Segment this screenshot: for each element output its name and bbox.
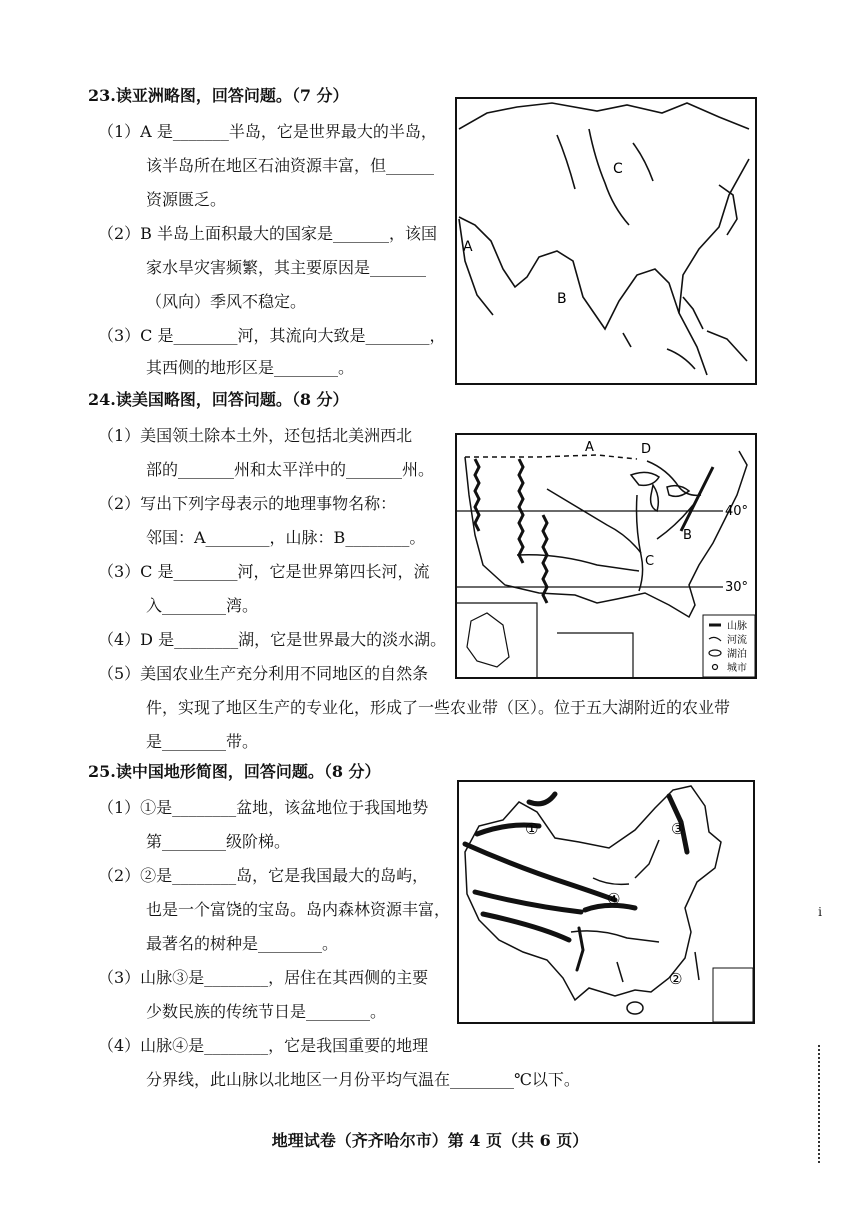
usa-map-drawing [457,435,755,677]
q24-line-7: （4）D 是________湖，它是世界最大的淡水湖。 [98,630,447,649]
china-label-3: ③ [671,820,685,838]
asia-map [455,97,757,385]
q24-title: 24.读美国略图，回答问题。（8 分） [88,390,349,409]
q25-line-9: 分界线，此山脉以北地区一月份平均气温在________℃以下。 [146,1070,580,1089]
china-label-2: ② [669,970,683,988]
usa-map [455,433,757,679]
q25-line-6: （3）山脉③是________，居住在其西侧的主要 [98,968,429,987]
q23-line-2: 该半岛所在地区石油资源丰富，但______ [146,156,435,175]
q23-line-8: 其西侧的地形区是________。 [146,358,355,377]
q23-line-3: 资源匮乏。 [146,190,227,209]
usa-label-a: A [585,440,594,455]
q25-line-8: （4）山脉④是________，它是我国重要的地理 [98,1036,429,1055]
asia-label-c: C [613,161,623,177]
q24-line-8: （5）美国农业生产充分利用不同地区的自然条 [98,664,429,683]
q23-line-5: 家水旱灾害频繁，其主要原因是_______ [146,258,427,277]
q25-line-3: （2）②是________岛，它是我国最大的岛屿， [98,866,429,885]
q24-line-3: （2）写出下列字母表示的地理事物名称： [98,494,397,513]
china-label-4: ④ [607,890,621,908]
q23-line-1: （1）A 是_______半岛，它是世界最大的半岛， [98,122,437,141]
usa-label-b: B [683,528,692,543]
legend-city: 城市 [727,663,747,674]
q24-line-9: 件，实现了地区生产的专业化，形成了一些农业带（区）。位于五大湖附近的农业带 [146,698,731,717]
china-map-drawing [459,782,753,1022]
q23-title: 23.读亚洲略图，回答问题。（7 分） [88,86,349,105]
margin-mark: ⅰ [818,905,822,919]
q24-line-4: 邻国：A________，山脉：B________。 [146,528,426,547]
usa-label-d: D [641,442,652,457]
q24-line-6: 入________湾。 [146,596,259,615]
legend-river: 河流 [727,635,747,646]
q25-line-2: 第________级阶梯。 [146,832,291,851]
q25-line-1: （1）①是________盆地，该盆地位于我国地势 [98,798,429,817]
china-map [457,780,755,1024]
usa-label-c: C [645,554,655,569]
q24-line-5: （3）C 是________河，它是世界第四长河，流 [98,562,430,581]
q25-line-7: 少数民族的传统节日是________。 [146,1002,387,1021]
asia-map-drawing [457,99,755,383]
q25-line-5: 最著名的树种是________。 [146,934,339,953]
china-label-1: ① [525,820,539,838]
legend-lake: 湖泊 [727,649,747,660]
page-footer: 地理试卷（齐齐哈尔市）第 4 页（共 6 页） [271,1131,589,1150]
q23-line-7: （3）C 是________河，其流向大致是________， [98,326,446,345]
q24-line-1: （1）美国领土除本土外，还包括北美洲西北 [98,426,413,445]
q23-line-4: （2）B 半岛上面积最大的国家是_______，该国 [98,224,438,243]
asia-label-b: B [557,291,567,307]
q23-line-6: （风向）季风不稳定。 [146,292,307,311]
q24-line-10: 是________带。 [146,732,259,751]
legend-mountain: 山脉 [727,621,747,632]
q24-line-2: 部的_______州和太平洋中的_______州。 [146,460,435,479]
asia-label-a: A [463,239,473,255]
q25-line-4: 也是一个富饶的宝岛。岛内森林资源丰富， [146,900,451,919]
usa-label-30: 30° [725,580,749,595]
q25-title: 25.读中国地形简图，回答问题。（8 分） [88,762,381,781]
usa-label-40: 40° [725,504,749,519]
